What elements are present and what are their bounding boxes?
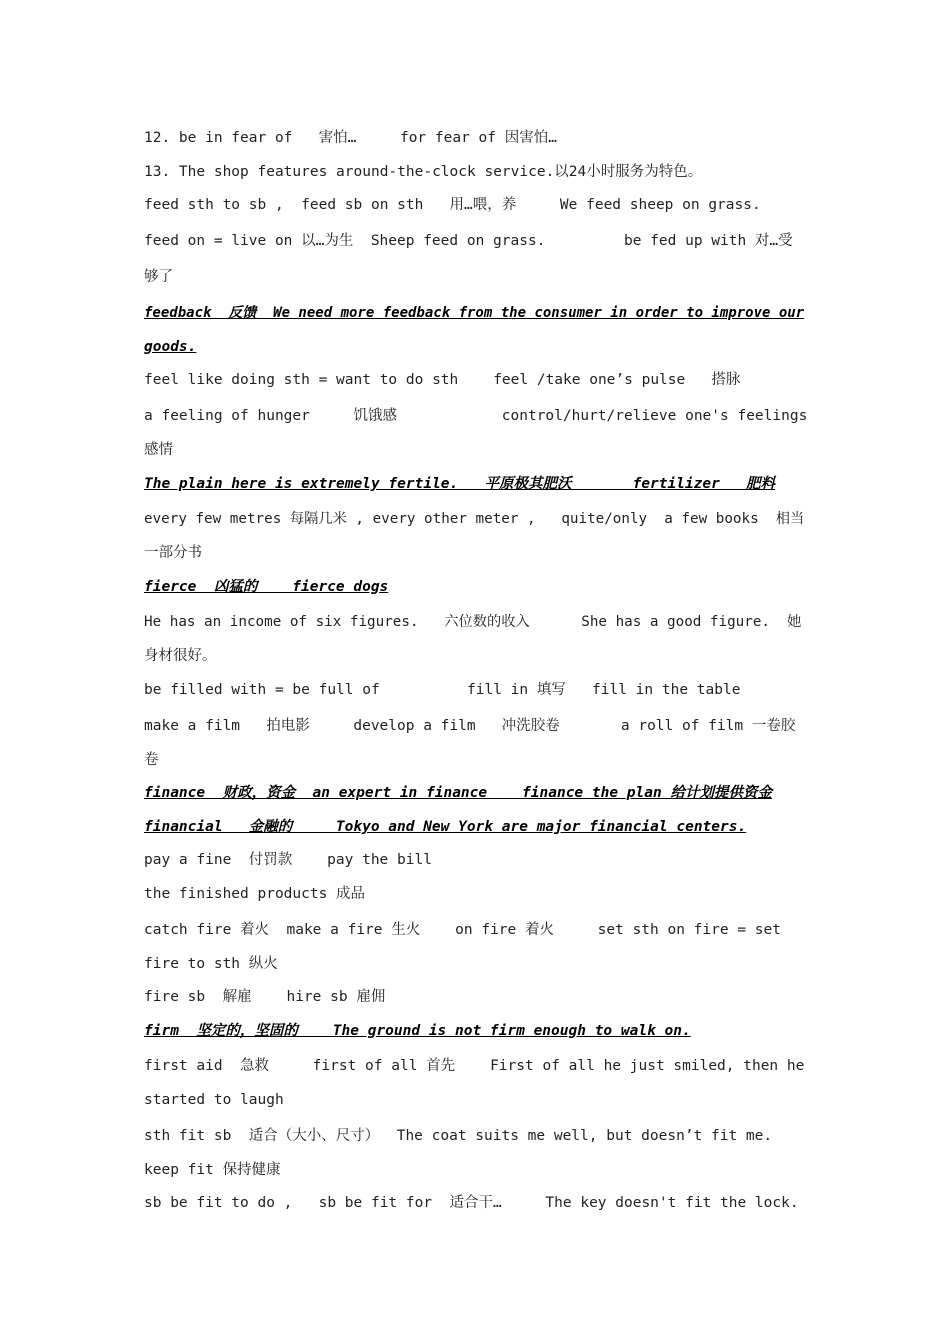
text-line-keep-fit: keep fit 保持健康 xyxy=(144,1161,281,1178)
text-line-every-few: every few metres 每隔几米 , every other meter , quite/only a few books 相当 xyxy=(144,511,805,528)
text-line-fire-cont: fire to sth 纵火 xyxy=(144,955,278,972)
text-line-fire-sb: fire sb 解雇 hire sb 雇佣 xyxy=(144,989,386,1006)
text-line-fit-to-do: sb be fit to do , sb be fit for 适合干… The key doesn't fit the lock. xyxy=(144,1195,799,1212)
text-line-every-few-cont: 一部分书 xyxy=(144,545,202,562)
text-line-12-fear: 12. be in fear of 害怕… for fear of 因害怕… xyxy=(144,130,557,146)
text-line-fire: catch fire 着火 make a fire 生火 on fire 着火 set sth on fire = set xyxy=(144,921,781,938)
text-line-finance: finance 财政，资金 an expert in finance finance the plan 给计划提供资金 xyxy=(144,785,772,802)
text-line-feedback: feedback 反馈 We need more feedback from the consumer in order to improve our xyxy=(144,304,805,321)
text-line-figures-cont: 身材很好。 xyxy=(144,648,217,665)
document-page xyxy=(144,122,808,1221)
text-line-film-cont: 卷 xyxy=(144,751,159,768)
text-line-fierce: fierce 凶猛的 fierce dogs xyxy=(144,578,389,595)
text-line-fertile: The plain here is extremely fertile. 平原极其肥沃 fertilizer 肥料 xyxy=(144,475,776,492)
text-line-feeling: a feeling of hunger 饥饿感 control/hurt/relieve one's feelings xyxy=(144,407,808,424)
text-line-feed-on-cont: 够了 xyxy=(144,268,173,285)
text-line-financial: financial 金融的 Tokyo and New York are major financial centers. xyxy=(144,818,747,835)
text-line-figures: He has an income of six figures. 六位数的收入 She has a good figure. 她 xyxy=(144,614,802,631)
text-line-feed-on: feed on = live on 以…为生 Sheep feed on grass. be fed up with 对…受 xyxy=(144,232,793,249)
text-line-firm: firm 坚定的，坚固的 The ground is not firm enough to walk on. xyxy=(144,1022,691,1039)
text-line-filled-with: be filled with = be full of fill in 填写 fill in the table xyxy=(144,681,741,698)
text-line-fine: pay a fine 付罚款 pay the bill xyxy=(144,852,432,869)
text-line-13-feature: 13. The shop features around-the-clock service.以24小时服务为特色。 xyxy=(144,163,703,180)
text-line-finished: the finished products 成品 xyxy=(144,885,366,902)
text-line-feel-like: feel like doing sth = want to do sth feel /take one’s pulse 搭脉 xyxy=(144,372,741,389)
text-line-feed-sth: feed sth to sb , feed sb on sth 用…喂，养 We feed sheep on grass. xyxy=(144,197,761,214)
text-line-film: make a film 拍电影 develop a film 冲洗胶卷 a roll of film 一卷胶 xyxy=(144,717,796,734)
text-line-feedback-cont: goods. xyxy=(144,338,197,355)
text-line-fit-sb: sth fit sb 适合（大小、尺寸） The coat suits me well, but doesn’t fit me. xyxy=(144,1127,773,1144)
text-line-first-aid-cont: started to laugh xyxy=(144,1092,284,1109)
text-line-first-aid: first aid 急救 first of all 首先 First of all he just smiled, then he xyxy=(144,1058,805,1075)
text-line-feeling-cont: 感情 xyxy=(144,441,173,458)
